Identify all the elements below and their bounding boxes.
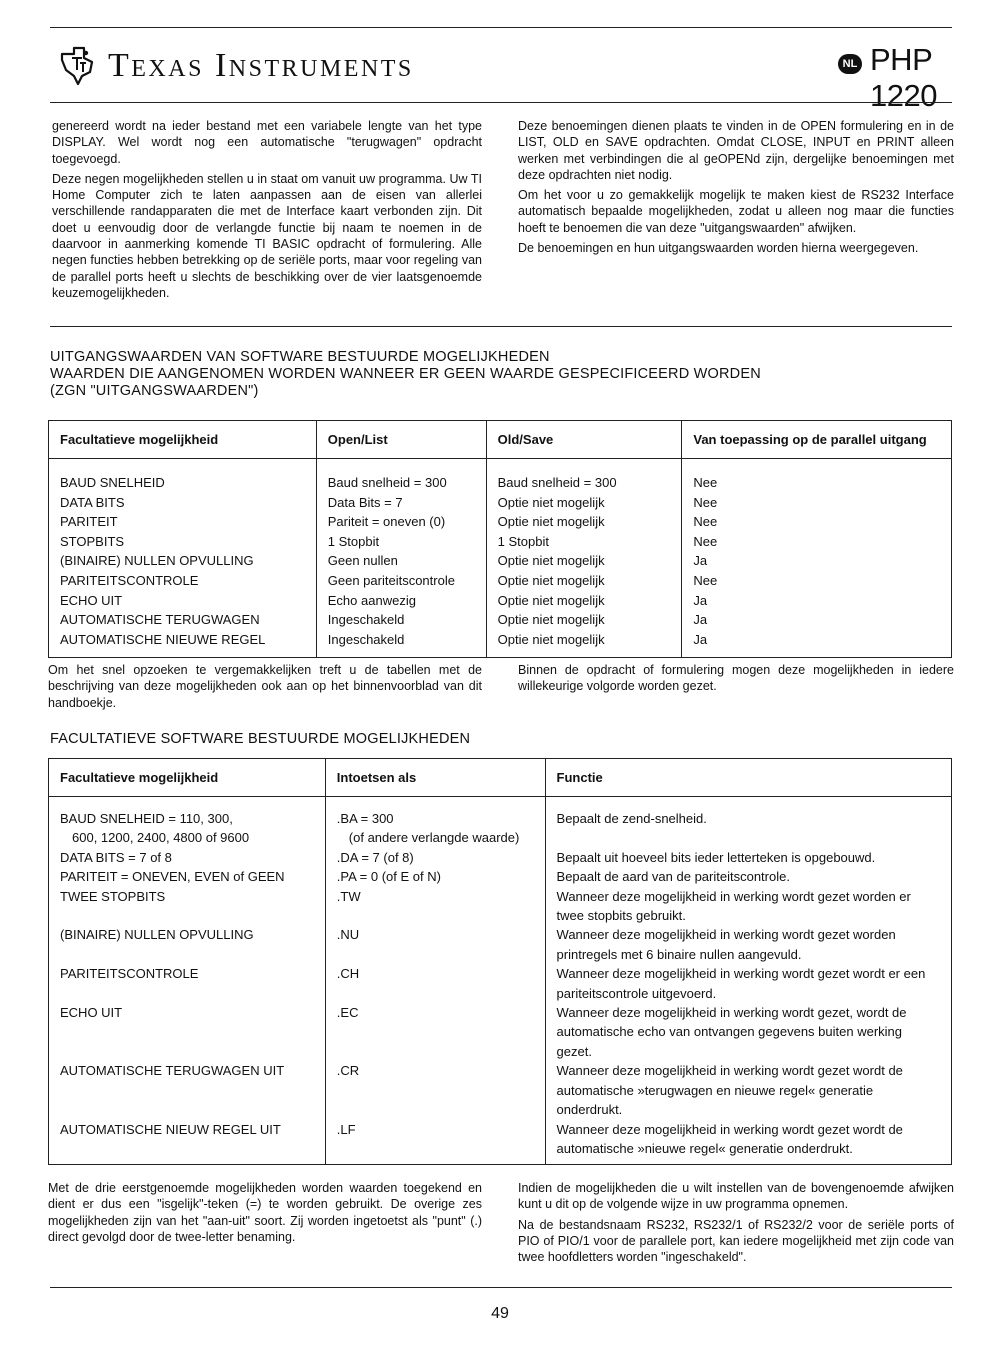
defaults-note-left: Om het snel opzoeken te vergemakkelijken treft u de tabellen met de beschrijving van deze mogelijkheden ook aan op het binnenvoorblad van dit handboekje. [48,663,482,710]
paragraph: De benoemingen en hun uitgangswaarden worden hierna weergegeven. [518,241,919,256]
table-row: BAUD SNELHEID Baud snelheid = 300 Baud snelheid = 300 Nee [49,473,952,493]
table-row: ECHO UIT Echo aanwezig Optie niet mogelijk Ja [49,591,952,611]
column-header: Van toepassing op de parallel uitgang [682,421,952,459]
page-number: 49 [491,1305,509,1322]
options-note-right: Indien de mogelijkheden die u wilt instellen van de bovengenoemde afwijken kunt u dit op de volgende wijze in uw programma opnemen. Na de bestandsnaam RS232, RS232/1 of RS232/2 voor de seriële ports of PIO of PIO/1 voor de parallele port, kan iedere mogelijkheid met zijn code van twee hoofdletters worden "ingeschakeld". [518,1181,954,1265]
table-row: AUTOMATISCHE NIEUW REGEL UIT .LF Wanneer deze mogelijkheid in werking wordt gezet wordt de automatische »nieuwe regel« generatie onderdrukt. [49,1120,952,1159]
column-header: Functie [545,759,951,797]
column-header: Open/List [316,421,486,459]
paragraph: Deze benoemingen dienen plaats te vinden in de OPEN formulering en in de LIST, OLD en SAVE opdrachten. Omdat CLOSE, INPUT en PRINT alleen werken met verbindingen die al geOPENd zijn, dergelijke benoemingen met deze opdrachten niet nodig. [518,119,954,182]
section-title-defaults: UITGANGSWAARDEN VAN SOFTWARE BESTUURDE MOGELIJKHEDEN WAARDEN DIE AANGENOMEN WORDEN WANNEER ER GEEN WAARDE GESPECIFICEERD WORDEN (ZGN "UITGANGSWAARDEN") [50,349,761,399]
brand-name: Texas Instruments [108,47,414,84]
table-row: (BINAIRE) NULLEN OPVULLING .NU Wanneer deze mogelijkheid in werking wordt gezet worden printregels met 6 binaire nullen aangevuld. [49,925,952,964]
page-header [50,36,952,113]
paragraph: genereerd wordt na ieder bestand met een variabele lengte van het type DISPLAY. Wel wordt nog een automatische "terugwagen" opdracht toegevoegd. [52,119,482,166]
table-row: TWEE STOPBITS .TW Wanneer deze mogelijkheid in werking wordt gezet worden er twee stopbits gebruikt. [49,887,952,926]
section-title-options: FACULTATIEVE SOFTWARE BESTUURDE MOGELIJKHEDEN [50,731,471,747]
column-header: Intoetsen als [325,759,545,797]
options-table [48,758,952,1165]
paragraph: Om het voor u zo gemakkelijk mogelijk te maken kiest de RS232 Interface automatisch bepaalde mogelijkheden, zodat u alleen nog maar die functies hoeft te benoemen die van deze "uitgangswaarden" afwijken. [518,188,954,235]
paragraph: Deze negen mogelijkheden stellen u in staat om vanuit uw programma. Uw TI Home Computer zich te laten aanpassen aan de eisen van allerlei verschillende randapparaten die met de Interface kaart verbonden zijn. Dit doet u eenvoudig door de verlangde functie bij naam te noemen in de daarvoor in aanmerking komende TI BASIC opdracht of formulering. Alle negen functies hebben betrekking op de seriële ports, maar voor regeling van de parallel ports heeft u slechts de beschikking over de vier laatsgenoemde keuzemogelijkheden. [52,171,482,300]
options-note-left: Met de drie eerstgenoemde mogelijkheden worden waarden toegekend en dient er dus een "isgelijk"-teken (=) te worden gebruikt. De overige zes mogelijkheden zijn van het "aan-uit" soort. Zij worden ingetoetst als "punt" (.) direct gevolgd door de twee-letter benaming. [48,1181,482,1244]
intro-right-column [518,118,954,260]
column-header: Old/Save [486,421,682,459]
table-row: (BINAIRE) NULLEN OPVULLING Geen nullen Optie niet mogelijk Ja [49,551,952,571]
table-row: ECHO UIT .EC Wanneer deze mogelijkheid in werking wordt gezet, wordt de automatische echo van ontvangen gegevens buiten werking gezet. [49,1003,952,1061]
table-row: PARITEITSCONTROLE .CH Wanneer deze mogelijkheid in werking wordt gezet wordt er een pariteitscontrole uitgevoerd. [49,964,952,1003]
column-header: Facultatieve mogelijkheid [49,759,326,797]
table-row: AUTOMATISCHE TERUGWAGEN Ingeschakeld Optie niet mogelijk Ja [49,610,952,630]
table-row: PARITEITSCONTROLE Geen pariteitscontrole Optie niet mogelijk Nee [49,571,952,591]
section-rule [50,326,952,327]
column-header: Facultatieve mogelijkheid [49,421,317,459]
top-rule [50,27,952,28]
header-rule [50,102,952,103]
language-badge: NL [838,54,862,74]
defaults-note-right: Binnen de opdracht of formulering mogen deze mogelijkheden in iedere willekeurige volgorde worden gezet. [518,663,954,694]
footer-rule [50,1287,952,1288]
table-row: AUTOMATISCHE NIEUWE REGEL Ingeschakeld Optie niet mogelijk Ja [49,630,952,650]
table-row: BAUD SNELHEID = 110, 300, 600, 1200, 2400, 4800 of 9600 .BA = 300 (of andere verlangde waarde) Bepaalt de zend-snelheid. [49,809,952,848]
model-number: PHP 1220 [870,42,937,113]
table-row: STOPBITS 1 Stopbit 1 Stopbit Nee [49,532,952,552]
table-row: AUTOMATISCHE TERUGWAGEN UIT .CR Wanneer deze mogelijkheid in werking wordt gezet wordt de automatische »terugwagen en nieuwe regel« generatie onderdrukt. [49,1061,952,1119]
table-row: PARITEIT Pariteit = oneven (0) Optie niet mogelijk Nee [49,512,952,532]
texas-instruments-logo-icon [56,44,100,88]
table-row: PARITEIT = ONEVEN, EVEN of GEEN .PA = 0 (of E of N) Bepaalt de aard van de pariteitscontrole. [49,867,952,886]
table-row: DATA BITS = 7 of 8 .DA = 7 (of 8) Bepaalt uit hoeveel bits ieder letterteken is opgebouwd. [49,848,952,867]
intro-left-column [52,118,482,305]
defaults-table [48,420,952,658]
table-row: DATA BITS Data Bits = 7 Optie niet mogelijk Nee [49,493,952,513]
